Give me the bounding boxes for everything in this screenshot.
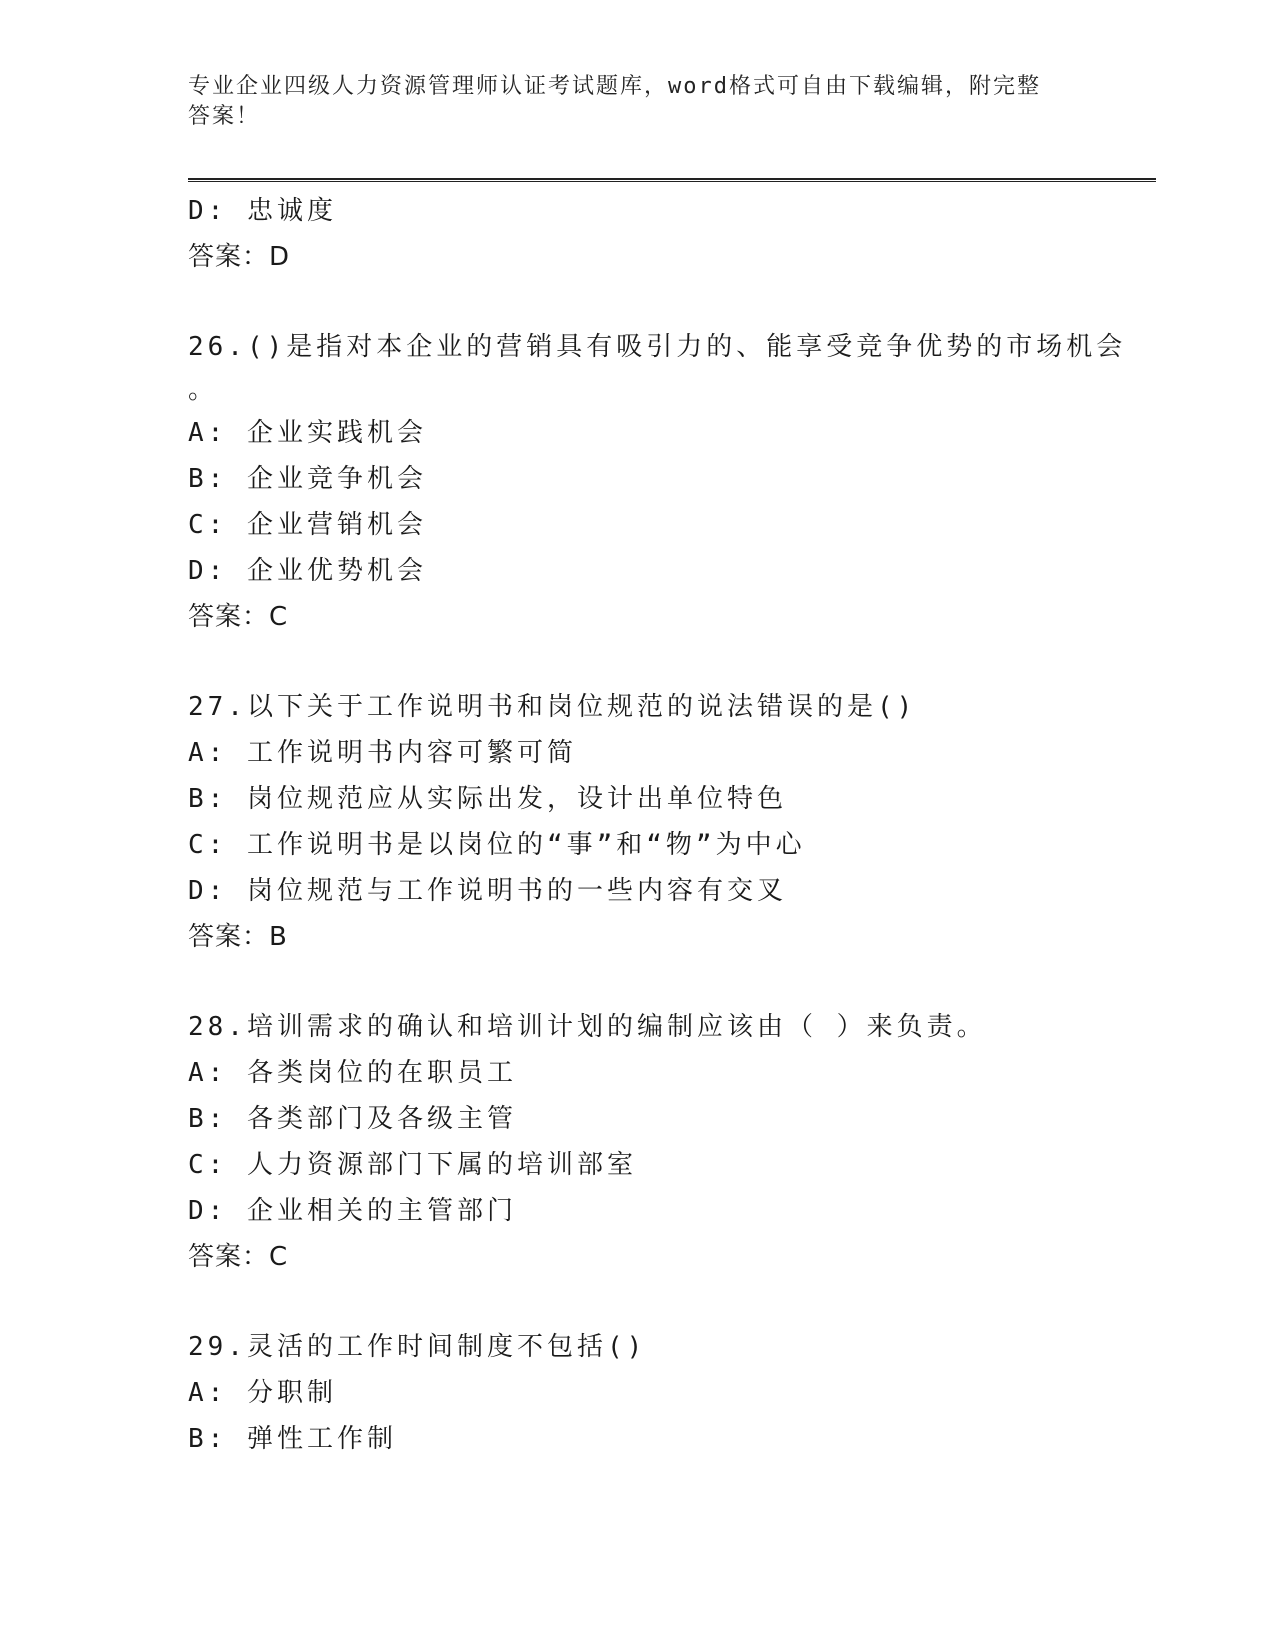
option-a: A: 企业实践机会 (188, 418, 427, 448)
option-d: D: 企业相关的主管部门 (188, 1196, 517, 1226)
question-29 (188, 1324, 1088, 1462)
answer-line: 答案：C (188, 1242, 289, 1272)
question-26 (188, 324, 1127, 640)
question-stem: 27.以下关于工作说明书和岗位规范的说法错误的是() (188, 692, 917, 722)
question-stem: 29.灵活的工作时间制度不包括() (188, 1332, 647, 1362)
question-stem: 28.培训需求的确认和培训计划的编制应该由（ ）来负责。 (188, 1012, 987, 1042)
question-stem: 26.()是指对本企业的营销具有吸引力的、能享受竞争优势的市场机会 (188, 332, 1127, 362)
header-divider (188, 178, 1156, 182)
document-header (188, 72, 1068, 132)
header-line-2: 答案！ (188, 104, 261, 129)
option-d: D: 企业优势机会 (188, 556, 427, 586)
option-b: B: 弹性工作制 (188, 1424, 397, 1454)
question-stem-continuation: 。 (188, 375, 219, 405)
header-line-1: 专业企业四级人力资源管理师认证考试题库，word格式可自由下载编辑，附完整 (188, 74, 1041, 99)
option-b: B: 岗位规范应从实际出发，设计出单位特色 (188, 784, 787, 814)
answer-line: 答案：D (188, 242, 291, 272)
option-c: C: 工作说明书是以岗位的“事”和“物”为中心 (188, 830, 806, 860)
option-c: C: 企业营销机会 (188, 510, 427, 540)
answer-line: 答案：C (188, 602, 289, 632)
answer-line: 答案：B (188, 922, 288, 952)
option-d: D: 忠诚度 (188, 196, 337, 226)
option-c: C: 人力资源部门下属的培训部室 (188, 1150, 637, 1180)
question-list (188, 188, 1127, 1462)
option-b: B: 企业竞争机会 (188, 464, 427, 494)
option-a: A: 工作说明书内容可繁可简 (188, 738, 577, 768)
question-27 (188, 684, 1088, 960)
option-d: D: 岗位规范与工作说明书的一些内容有交叉 (188, 876, 787, 906)
option-b: B: 各类部门及各级主管 (188, 1104, 517, 1134)
option-a: A: 各类岗位的在职员工 (188, 1058, 517, 1088)
option-a: A: 分职制 (188, 1378, 337, 1408)
question-28 (188, 1004, 1088, 1280)
